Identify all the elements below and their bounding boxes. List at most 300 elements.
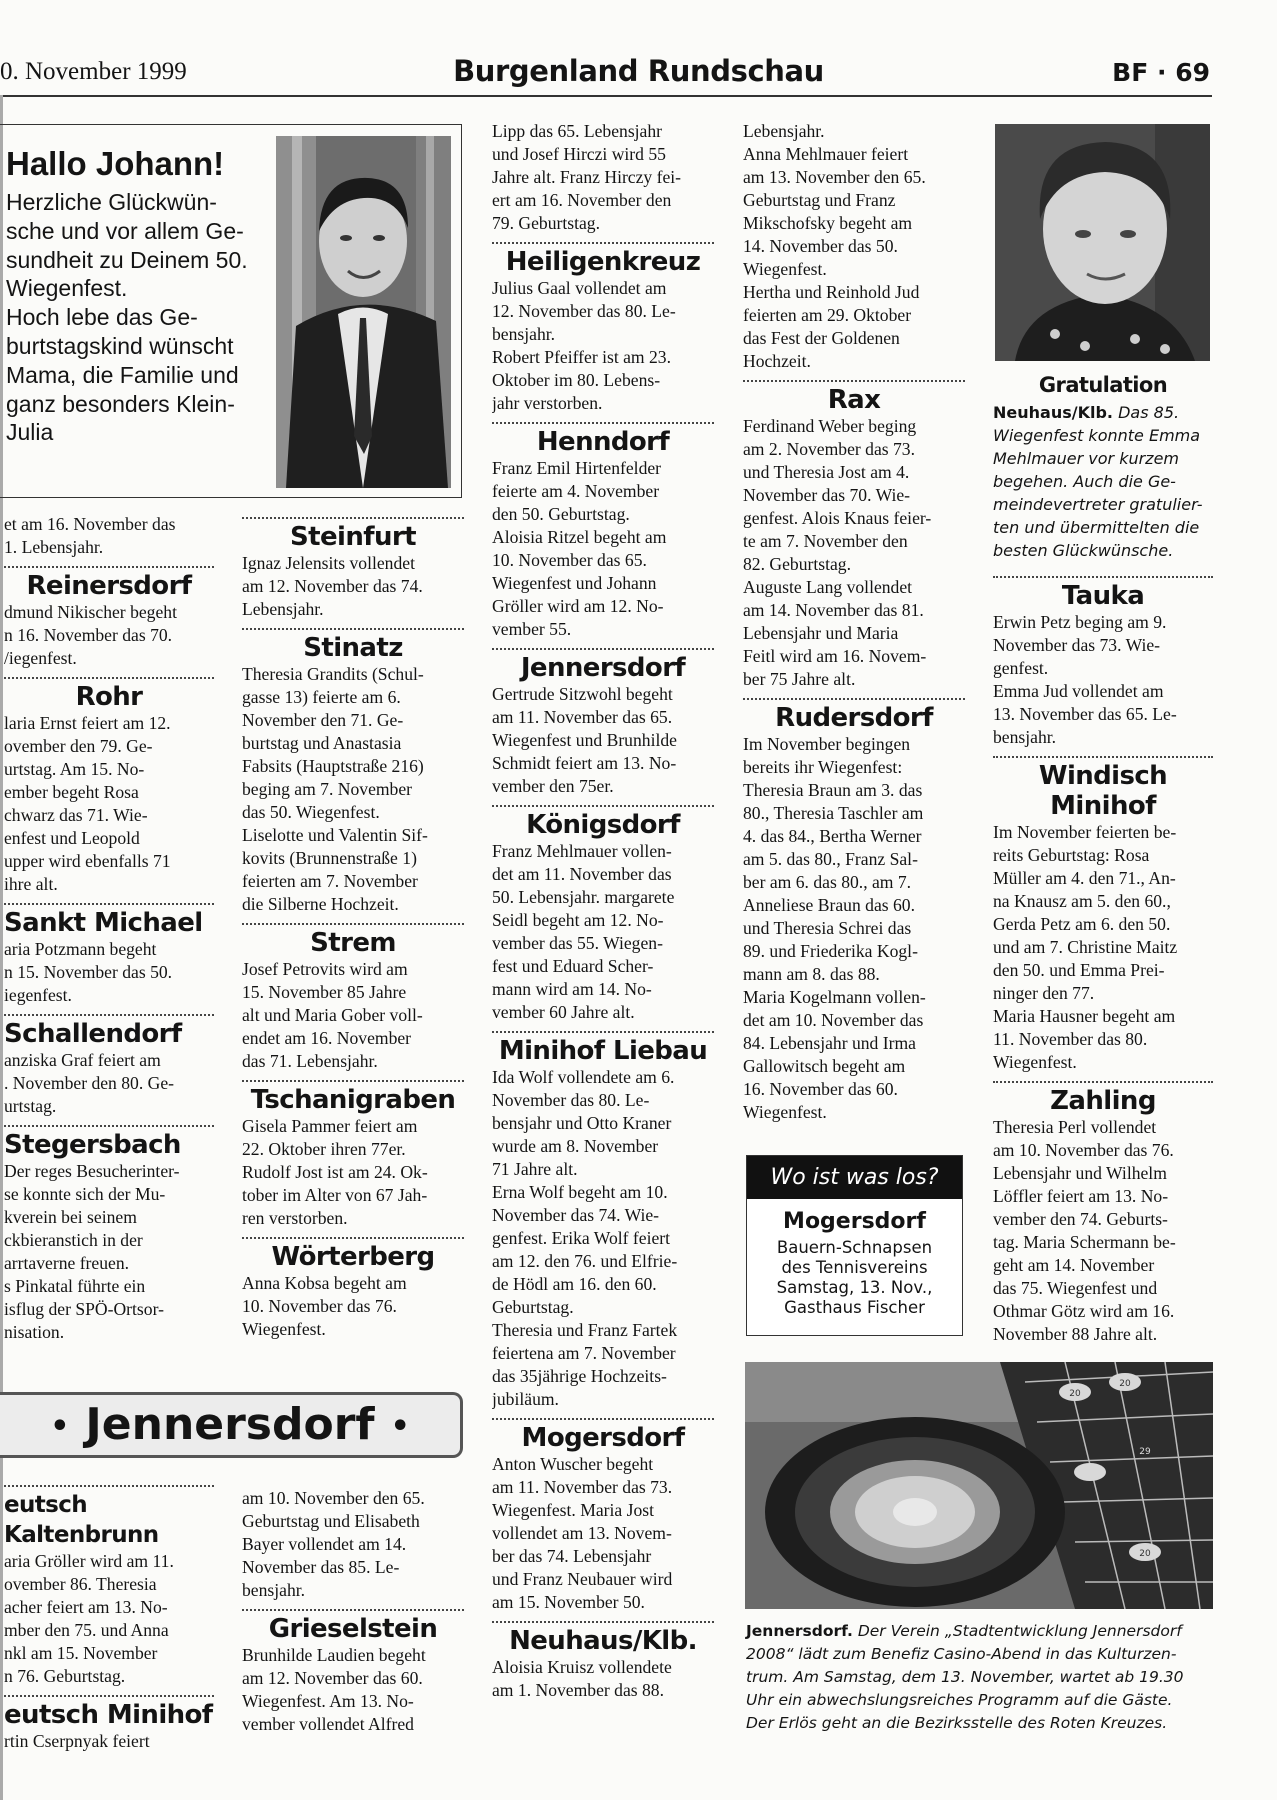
greeting-line: burtstagskind wünscht <box>6 332 234 359</box>
greeting-line: Mama, die Familie und <box>6 361 239 388</box>
text-line: 10. November das 65. <box>492 550 647 570</box>
text-line: Gasthaus Fischer <box>784 1298 925 1317</box>
greeting-line: sche und vor allem Ge- <box>6 217 244 244</box>
text-line: Lebensjahr. <box>242 599 324 619</box>
column-3 <box>492 120 714 1702</box>
text-line: Im November feierten be- <box>993 822 1177 842</box>
text-line: ber am 6. das 80., am 7. <box>743 872 912 892</box>
text-line: Lebensjahr und Maria <box>743 623 899 643</box>
text-line: feierten am 7. November <box>242 871 418 891</box>
text-line: urtstag. Am 15. No- <box>4 759 145 779</box>
text-line: Gallowitsch begeht am <box>743 1056 906 1076</box>
text-line: und Franz Neubauer wird <box>492 1569 673 1589</box>
text-line: 12. November das 80. Le- <box>492 301 676 321</box>
chip-label: 20 <box>1139 1549 1151 1559</box>
text-line: genfest. Erika Wolf feiert <box>492 1228 671 1248</box>
text-line: ber 75 Jahre alt. <box>743 669 856 689</box>
text-line: Anna Kobsa begeht am <box>242 1273 407 1293</box>
text-line: fest und Eduard Scher- <box>492 956 654 976</box>
text-line: arrtaverne freuen. <box>4 1253 130 1273</box>
text-line: ihre alt. <box>4 874 58 894</box>
text-line: mann wird am 14. No- <box>492 979 652 999</box>
text-line: gasse 13) feierte am 6. <box>242 687 401 707</box>
text-line: November das 85. Le- <box>242 1557 400 1577</box>
roulette-photo <box>745 1362 1213 1609</box>
text-line: und Theresia Jost am 4. <box>743 462 910 482</box>
text-line: enfest und Leopold <box>4 828 140 848</box>
text-line: jahr verstorben. <box>492 393 603 413</box>
text-line: laria Ernst feiert am 12. <box>4 713 171 733</box>
text-line: Im November begingen <box>743 734 911 754</box>
text-line: feierten am 29. Oktober <box>743 305 912 325</box>
text-line: mann am 8. das 88. <box>743 964 880 984</box>
greeting-line: ganz besonders Klein- <box>6 390 235 417</box>
text-line: feierte am 4. November <box>492 481 660 501</box>
caption-line: Uhr ein abwechslungsreiches Programm auf die Gäste. <box>746 1691 1173 1709</box>
heading-heiligenkreuz: Heiligenkreuz <box>505 247 701 277</box>
text-line: Anton Wuscher begeht <box>492 1454 654 1474</box>
text-line: Wiegenfest. <box>743 1102 827 1122</box>
text-line: et am 16. November das <box>4 514 176 534</box>
text-line: geht am 14. November <box>993 1255 1155 1275</box>
text-line: am 5. das 80., Franz Sal- <box>743 849 918 869</box>
text-line: Emma Jud vollendet am <box>993 681 1164 701</box>
greeting-line: sundheit zu Deinem 50. <box>6 246 248 273</box>
portrait-photo-man <box>276 136 451 488</box>
text-line: Maria Hausner begeht am <box>993 1006 1176 1026</box>
caption-line: besten Glückwünsche. <box>993 541 1174 560</box>
dotted-divider <box>242 628 464 630</box>
column-5-articles <box>993 576 1213 1346</box>
event-box-heading: Wo ist was los? <box>747 1156 962 1199</box>
text-line: Lebensjahr. <box>743 121 825 141</box>
text-line: November den 71. Ge- <box>242 710 404 730</box>
text-line: 79. Geburtstag. <box>492 213 600 233</box>
text-line: das 35jährige Hochzeits- <box>492 1366 667 1386</box>
dotted-divider <box>993 1081 1213 1083</box>
text-line: Josef Petrovits wird am <box>242 959 408 979</box>
dotted-divider <box>242 1609 464 1611</box>
text-line: am 11. November das 73. <box>492 1477 673 1497</box>
text-line: den 50. Geburtstag. <box>492 504 630 524</box>
dotted-divider <box>4 1695 214 1697</box>
text-line: genfest. <box>993 658 1049 678</box>
text-line: vember das 55. Wiegen- <box>492 933 663 953</box>
text-line: 71 Jahre alt. <box>492 1159 578 1179</box>
heading-windisch-minihof: Windisch Minihof <box>1038 761 1168 821</box>
text-line: am 12. den 76. und Elfrie- <box>492 1251 678 1271</box>
caption-lead: Neuhaus/Klb. <box>993 403 1113 422</box>
text-line: Bayer vollendet am 14. <box>242 1534 407 1554</box>
text-line: Samstag, 13. Nov., <box>776 1278 933 1297</box>
text-line: Löffler feiert am 13. No- <box>993 1186 1169 1206</box>
text-line: Oktober im 80. Lebens- <box>492 370 661 390</box>
text-line: Wiegenfest. Maria Jost <box>492 1500 654 1520</box>
text-line: am 2. November das 73. <box>743 439 915 459</box>
text-line: 10. November das 76. <box>242 1296 397 1316</box>
heading-deutsch-kaltenbrunn: eutsch Kaltenbrunn <box>4 1492 159 1548</box>
text-line: isflug der SPÖ-Ortsor- <box>4 1299 164 1319</box>
text-line: dmund Nikischer begeht <box>4 602 177 622</box>
text-line: tober im Alter von 67 Jah- <box>242 1185 428 1205</box>
text-line: urtstag. <box>4 1096 57 1116</box>
text-line: Gisela Pammer feiert am <box>242 1116 418 1136</box>
text-line: Ferdinand Weber beging <box>743 416 917 436</box>
dotted-divider <box>743 698 965 700</box>
chip-label: 20 <box>1119 1379 1131 1389</box>
dotted-divider <box>4 1125 214 1127</box>
caption-line: ten und übermittelten die <box>993 518 1200 537</box>
text-line: 84. Lebensjahr und Irma <box>743 1033 916 1053</box>
text-line: reits Geburtstag: Rosa <box>993 845 1150 865</box>
text-line: 50. Lebensjahr. margarete <box>492 887 675 907</box>
text-line: am 11. November das 65. <box>492 707 673 727</box>
caption-line: meindevertreter gratulier- <box>993 495 1203 514</box>
text-line: nisation. <box>4 1322 65 1342</box>
text-line: Ignaz Jelensits vollendet <box>242 553 415 573</box>
text-line: jubiläum. <box>492 1389 559 1409</box>
text-line: Theresia Perl vollendet <box>993 1117 1157 1137</box>
text-line: beging am 7. November <box>242 779 413 799</box>
text-line: se konnte sich der Mu- <box>4 1184 166 1204</box>
text-line: Wiegenfest. <box>242 1319 326 1339</box>
text-line: Gerda Petz am 6. den 50. <box>993 914 1171 934</box>
heading-reinersdorf: Reinersdorf <box>26 571 192 601</box>
text-line: Geburtstag. <box>492 1297 574 1317</box>
text-line: bensjahr. <box>492 324 556 344</box>
page-number: BF · 69 <box>1112 58 1210 87</box>
heading-neuhaus: Neuhaus/Klb. <box>509 1626 697 1656</box>
text-line: vember den 75er. <box>492 776 614 796</box>
text-line: Lipp das 65. Lebensjahr <box>492 121 663 141</box>
dotted-divider <box>492 805 714 807</box>
text-line: und Theresia Schrei das <box>743 918 912 938</box>
dotted-divider <box>492 242 714 244</box>
dotted-divider <box>993 576 1213 578</box>
chip-label: 29 <box>1139 1447 1151 1457</box>
caption-line: Das 85. <box>1113 403 1180 422</box>
text-line: des Tennisvereins <box>781 1258 928 1277</box>
column-5 <box>993 368 1213 1346</box>
text-line: Franz Emil Hirtenfelder <box>492 458 662 478</box>
heading-steinfurt: Steinfurt <box>290 522 416 552</box>
text-line: upper wird ebenfalls 71 <box>4 851 171 871</box>
event-box <box>746 1155 963 1336</box>
text-line: s Pinkatal führte ein <box>4 1276 146 1296</box>
photo-caption-casino <box>746 1620 1216 1735</box>
text-line: kverein bei seinem <box>4 1207 137 1227</box>
issue-date: 0. November 1999 <box>0 58 187 85</box>
caption-line: trum. Am Samstag, dem 13. November, wartet ab 19.30 <box>746 1668 1184 1686</box>
text-line: burtstag und Anastasia <box>242 733 402 753</box>
greeting-title: Hallo Johann! <box>6 145 225 182</box>
heading-minihof-liebau: Minihof Liebau <box>498 1036 708 1066</box>
text-line: am 14. November das 81. <box>743 600 924 620</box>
photo-caption-gratulation <box>993 401 1213 562</box>
text-line: anziska Graf feiert am <box>4 1050 161 1070</box>
heading-jennersdorf: Jennersdorf <box>520 653 686 683</box>
text-line: 89. und Friederika Kogl- <box>743 941 918 961</box>
text-line: 14. November das 50. <box>743 236 898 256</box>
text-line: mber den 75. und Anna <box>4 1620 169 1640</box>
dotted-divider <box>492 1621 714 1623</box>
text-line: Liselotte und Valentin Sif- <box>242 825 428 845</box>
text-line: 4. das 84., Bertha Werner <box>743 826 922 846</box>
text-line: nkl am 15. November <box>4 1643 158 1663</box>
text-line: vember vollendet Alfred <box>242 1714 414 1734</box>
text-line: Anneliese Braun das 60. <box>743 895 915 915</box>
text-line: ert am 16. November den <box>492 190 672 210</box>
text-line: Erna Wolf begeht am 10. <box>492 1182 668 1202</box>
text-line: kovits (Brunnenstraße 1) <box>242 848 417 868</box>
text-line: am 10. November den 65. <box>242 1488 425 1508</box>
heading-stinatz: Stinatz <box>303 633 403 663</box>
text-line: Fabsits (Hauptstraße 216) <box>242 756 424 776</box>
text-line: endet am 16. November <box>242 1028 412 1048</box>
text-line: wurde am 8. November <box>492 1136 659 1156</box>
text-line: Robert Pfeiffer ist am 23. <box>492 347 671 367</box>
text-line: Hertha und Reinhold Jud <box>743 282 920 302</box>
column-4 <box>743 120 965 1140</box>
text-line: aria Gröller wird am 11. <box>4 1551 174 1571</box>
text-line: Schmidt feiert am 13. No- <box>492 753 677 773</box>
text-line: 80., Theresia Taschler am <box>743 803 924 823</box>
text-line: 1. Lebensjahr. <box>4 537 104 557</box>
text-line: Theresia Grandits (Schul- <box>242 664 424 684</box>
newspaper-title: Burgenland Rundschau <box>453 54 824 88</box>
greeting-line: Wiegenfest. <box>6 275 128 302</box>
text-line: die Silberne Hochzeit. <box>242 894 399 914</box>
text-line: Julius Gaal vollendet am <box>492 278 667 298</box>
heading-schallendorf: Schallendorf <box>4 1019 182 1049</box>
text-line: . November den 80. Ge- <box>4 1073 175 1093</box>
dotted-divider <box>492 422 714 424</box>
dotted-divider <box>743 380 965 382</box>
heading-rudersdorf: Rudersdorf <box>775 703 933 733</box>
text-line: vember den 74. Geburts- <box>993 1209 1168 1229</box>
text-line: und am 7. Christine Maitz <box>993 937 1178 957</box>
heading-koenigsdorf: Königsdorf <box>526 810 680 840</box>
dotted-divider <box>492 648 714 650</box>
text-line: das 50. Wiegenfest. <box>242 802 380 822</box>
text-line: alt und Maria Gober voll- <box>242 1005 423 1025</box>
heading-woerterberg: Wörterberg <box>271 1242 435 1272</box>
text-line: Maria Kogelmann vollen- <box>743 987 926 1007</box>
text-line: n 76. Geburtstag. <box>4 1666 126 1686</box>
text-line: Geburtstag und Franz <box>743 190 896 210</box>
heading-gratulation: Gratulation <box>1038 373 1168 397</box>
text-line: Bauern-Schnapsen <box>776 1238 933 1257</box>
text-line: am 13. November den 65. <box>743 167 926 187</box>
text-line: chwarz das 71. Wie- <box>4 805 148 825</box>
caption-line: Wiegenfest konnte Emma <box>993 426 1201 445</box>
heading-henndorf: Henndorf <box>536 427 670 457</box>
text-line: am 12. November das 60. <box>242 1668 423 1688</box>
heading-zahling: Zahling <box>1050 1086 1156 1116</box>
text-line: Rudolf Jost ist am 24. Ok- <box>242 1162 428 1182</box>
dotted-divider <box>242 517 464 519</box>
text-line: Anna Mehlmauer feiert <box>743 144 909 164</box>
column-1-lower <box>4 1478 214 1753</box>
text-line: rtin Cserpnyak feiert <box>4 1731 150 1751</box>
portrait-photo-woman <box>995 124 1210 361</box>
bullet-icon: • <box>390 1409 410 1444</box>
dotted-divider <box>4 677 214 679</box>
text-line: Wiegenfest. Am 13. No- <box>242 1691 414 1711</box>
text-line: vollendet am 13. Novem- <box>492 1523 672 1543</box>
text-line: bensjahr und Otto Kraner <box>492 1113 672 1133</box>
bullet-icon: • <box>50 1409 70 1444</box>
text-line: Gröller wird am 12. No- <box>492 596 664 616</box>
text-line: n 15. November das 50. <box>4 962 173 982</box>
text-line: ber das 74. Lebensjahr <box>492 1546 652 1566</box>
heading-tschanigraben: Tschanigraben <box>250 1085 456 1115</box>
text-line: n 16. November das 70. <box>4 625 173 645</box>
text-line: Aloisia Kruisz vollendete <box>492 1657 672 1677</box>
text-line: Feitl wird am 16. Novem- <box>743 646 927 666</box>
dotted-divider <box>4 1485 214 1487</box>
heading-sankt-michael: Sankt Michael <box>4 908 203 938</box>
text-line: das 71. Lebensjahr. <box>242 1051 378 1071</box>
text-line: Franz Mehlmauer vollen- <box>492 841 672 861</box>
text-line: am 15. November 50. <box>492 1592 645 1612</box>
text-line: Wiegenfest und Johann <box>492 573 657 593</box>
text-line: ckbieranstich in der <box>4 1230 143 1250</box>
text-line: /iegenfest. <box>4 648 77 668</box>
text-line: ovember 86. Theresia <box>4 1574 157 1594</box>
text-line: bensjahr. <box>242 1580 306 1600</box>
text-line: ninger den 77. <box>993 983 1095 1003</box>
heading-mogersdorf: Mogersdorf <box>521 1423 685 1453</box>
text-line: November 88 Jahre alt. <box>993 1324 1158 1344</box>
text-line: am 10. November das 76. <box>993 1140 1174 1160</box>
text-line: Lebensjahr und Wilhelm <box>993 1163 1167 1183</box>
text-line: das 75. Wiegenfest und <box>993 1278 1158 1298</box>
text-line: November das 74. Wie- <box>492 1205 660 1225</box>
column-1-upper <box>4 513 214 1344</box>
text-line: Erwin Petz beging am 9. <box>993 612 1167 632</box>
banner-title: Jennersdorf <box>85 1399 375 1450</box>
heading-strem: Strem <box>310 928 396 958</box>
text-line: November das 70. Wie- <box>743 485 911 505</box>
heading-tauka: Tauka <box>1061 581 1145 611</box>
text-line: Hochzeit. <box>743 351 811 371</box>
heading-grieselstein: Grieselstein <box>268 1614 438 1644</box>
dotted-divider <box>4 566 214 568</box>
text-line: Wiegenfest. <box>993 1052 1077 1072</box>
text-line: 22. Oktober ihren 77er. <box>242 1139 406 1159</box>
text-line: te am 7. November den <box>743 531 908 551</box>
heading-stegersbach: Stegersbach <box>4 1130 181 1160</box>
caption-line: Mehlmauer vor kurzem <box>993 449 1180 468</box>
text-line: genfest. Alois Knaus feier- <box>743 508 932 528</box>
event-box-town: Mogersdorf <box>783 1209 926 1234</box>
text-line: 82. Geburtstag. <box>743 554 851 574</box>
text-line: 13. November das 65. Le- <box>993 704 1177 724</box>
text-line: 11. November das 80. <box>993 1029 1148 1049</box>
section-banner-jennersdorf <box>0 1392 463 1458</box>
dotted-divider <box>4 903 214 905</box>
greeting-line: Julia <box>6 419 54 446</box>
text-line: den 50. und Emma Prei- <box>993 960 1165 980</box>
text-line: det am 11. November das <box>492 864 672 884</box>
text-line: Aloisia Ritzel begeht am <box>492 527 667 547</box>
text-line: Wiegenfest. <box>743 259 827 279</box>
heading-rax: Rax <box>827 385 881 415</box>
dotted-divider <box>4 1014 214 1016</box>
heading-rohr: Rohr <box>75 682 143 712</box>
text-line: Der reges Besucherinter- <box>4 1161 180 1181</box>
caption-lead: Jennersdorf. <box>746 1622 853 1640</box>
text-line: am 1. November das 88. <box>492 1680 664 1700</box>
text-line: tag. Maria Schermann be- <box>993 1232 1176 1252</box>
caption-line: begehen. Auch die Ge- <box>993 472 1176 491</box>
greeting-line: Hoch lebe das Ge- <box>6 304 198 331</box>
text-line: Mikschofsky begeht am <box>743 213 913 233</box>
text-line: vember 55. <box>492 619 572 639</box>
greeting-line: Herzliche Glückwün- <box>6 189 217 215</box>
text-line: aria Potzmann begeht <box>4 939 157 959</box>
text-line: acher feiert am 13. No- <box>4 1597 168 1617</box>
caption-line: 2008“ lädt zum Benefiz Casino-Abend in das Kulturzen- <box>746 1645 1177 1663</box>
dotted-divider <box>242 1237 464 1239</box>
text-line: det am 10. November das <box>743 1010 924 1030</box>
text-line: Auguste Lang vollendet <box>743 577 913 597</box>
greeting-text <box>6 188 266 447</box>
text-line: bensjahr. <box>993 727 1057 747</box>
text-line: iegenfest. <box>4 985 72 1005</box>
text-line: vember 60 Jahre alt. <box>492 1002 635 1022</box>
text-line: 16. November das 60. <box>743 1079 898 1099</box>
text-line: 15. November 85 Jahre <box>242 982 407 1002</box>
dotted-divider <box>242 923 464 925</box>
event-box-text <box>747 1238 962 1318</box>
text-line: Seidl begeht am 12. No- <box>492 910 664 930</box>
text-line: Geburtstag und Elisabeth <box>242 1511 420 1531</box>
dotted-divider <box>492 1418 714 1420</box>
text-line: Theresia Braun am 3. das <box>743 780 923 800</box>
text-line: Gertrude Sitzwohl begeht <box>492 684 673 704</box>
column-2-lower <box>242 1487 464 1736</box>
text-line: feiertena am 7. November <box>492 1343 676 1363</box>
chip-label: 20 <box>1069 1389 1081 1399</box>
text-line: das Fest der Goldenen <box>743 328 900 348</box>
text-line: November das 73. Wie- <box>993 635 1161 655</box>
text-line: Wiegenfest und Brunhilde <box>492 730 677 750</box>
dotted-divider <box>993 756 1213 758</box>
column-2-upper <box>242 513 464 1341</box>
text-line: na Knausz am 5. den 60., <box>993 891 1171 911</box>
text-line: Theresia und Franz Fartek <box>492 1320 678 1340</box>
text-line: Brunhilde Laudien begeht <box>242 1645 426 1665</box>
caption-line: Der Erlös geht an die Bezirksstelle des Roten Kreuzes. <box>746 1714 1168 1732</box>
text-line: Othmar Götz wird am 16. <box>993 1301 1175 1321</box>
text-line: und Josef Hirczi wird 55 <box>492 144 666 164</box>
dotted-divider <box>492 1031 714 1033</box>
heading-deutsch-minihof: eutsch Minihof <box>4 1700 213 1730</box>
text-line: de Hödl am 16. den 60. <box>492 1274 657 1294</box>
text-line: bereits ihr Wiegenfest: <box>743 757 903 777</box>
text-line: ren verstorben. <box>242 1208 348 1228</box>
text-line: November das 80. Le- <box>492 1090 650 1110</box>
text-line: Müller am 4. den 71., An- <box>993 868 1176 888</box>
header-rule <box>0 95 1212 97</box>
text-line: Jahre alt. Franz Hirczy fei- <box>492 167 682 187</box>
text-line: Ida Wolf vollendete am 6. <box>492 1067 675 1087</box>
caption-line: Der Verein „Stadtentwicklung Jennersdorf <box>852 1622 1182 1640</box>
text-line: am 12. November das 74. <box>242 576 423 596</box>
text-line: ember begeht Rosa <box>4 782 139 802</box>
